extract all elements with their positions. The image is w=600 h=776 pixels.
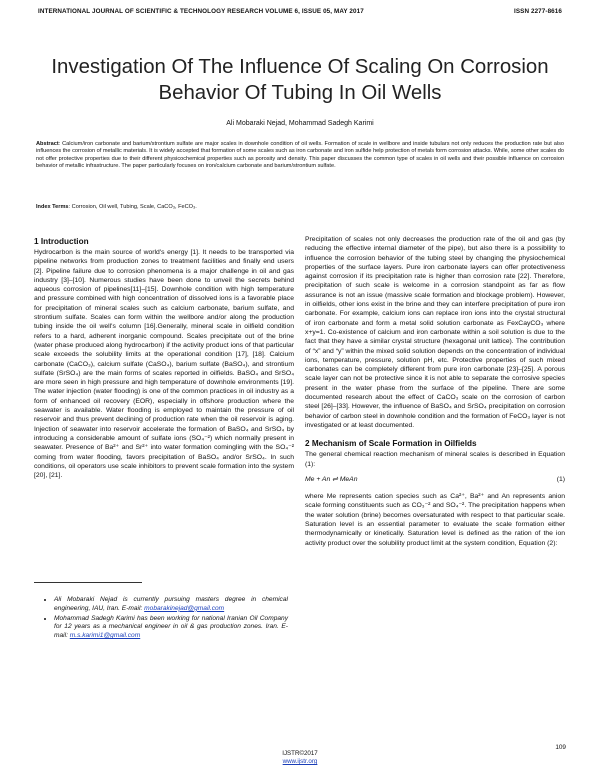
abstract-label: Abstract	[36, 141, 59, 147]
scale-effects-paragraph: Precipitation of scales not only decreases the production rate of the oil and gas (by reducing the effective internal diameter of the pipe), but also there is a possibility to influence the corrosion behavior of the tubing steel by changing the physiochemical properties of the surface layers. Pure iron carbonate layers can offer protectiveness against corrosion if its precipitation rate is higher than corrosion rate [22]. Therefore, precipitation of such scale is welcome in a corrosion standpoint as far as flow assurance is not an issue (massive scale formation and blockage problem). However, in oilfields, other ions exist in the brine and they can interfere precipitation of pure iron carbonate. For example, calcium ions can replace iron ions into the crystal structural of iron carbonate and form a metal solid solution carbonate as FexCayCO₃ where x+y=1. Co-existence of calcium and iron carbonate within a soil solution is due to the fact that they have a similar crystal structure (hexagonal unit lattice). The contribution of “x” and “y” within the mixed solid solution depends on the concentration of individual ions, temperature, pressure, solution pH, etc. Protective properties of such mixed carbonates can be completely different from pure iron carbonate [23]–[25]. A porous scale layer can not be protective since it is not able to separate the corrosive species present in the water phase from the surface of the pipeline. There are some documented research about the effect of CaCO₃ scale on the corrosion of carbon steel [26]–[33]. However, the influence of BaSO₄ and SrSO₄ precipitation on corrosion behavior of carbon steel in downhole condition and the formation of FeCO₃ layer is not investigated or at least documented.	[305, 236, 565, 429]
issn: ISSN 2277-8616	[514, 8, 562, 15]
page-footer	[0, 750, 600, 766]
author-2-email-link[interactable]: m.s.karimi1@gmail.com	[69, 632, 141, 640]
author-1-email-link[interactable]: mobarakinejad@gmail.com	[144, 604, 225, 612]
page-number: 109	[555, 744, 566, 751]
index-terms-label: Index Terms	[36, 204, 69, 210]
intro-paragraph: Hydrocarbon is the main source of world's energy [1]. It needs to be transported via pipeline networks from production zones to treatment facilities and finally end users [2]. Pipeline failure due to corrosion phenomena is a major challenge in oil and gas industry [3]–[10]. Numerous studies have been done to unveil the secrets behind aqueous corrosion of pipelines[11]–[15]. Downhole condition with high temperature and pressure combined with high concentration of dissolved ions is a favorable place for precipitation of mineral scales such as calcium carbonate, barium sulfate, and strontium sulfate. Scales can form within the wellbore and/or along the production tubing inside the oil well's column [16].Generally, mineral scale in oilfield condition refers to a hard, adherent inorganic compound. Scales precipitate out of the brine (water phase produced along hydrocarbon) if the activity product ions of that particular scale exceeds the solubility limits at the operational condition [17], [18]. Calcium carbonate (CaCO₃), calcium sulfate (CaSO₄), barium sulfate (BaSO₄), and strontium sulfate (SrSO₄) are the main forms of scales reported in oilfields. BaSO₄ and SrSO₄ are more seen in high pressure and high temperature of downhole environments [19]. The water injection (water flooding) is one of the common practices in oil industry as a form of enhanced oil recovery (EOR), especially in offshore production where the seawater is available. Water flooding is employed to maintain the pressure of oil reservoir and thus prevent declining of production rate when the oil reservoir is aging. Injection of seawater into reservoir accelerate the formation of BaSO₄ and SrSO₄ by introducing a considerable amount of sulfate ions (SO₄⁻²) which normally present in seawater. Presence of Ba²⁺ and Sr²⁺ into water formation comingling with the SO₄⁻² coming from water flooding, favors precipitation of BaSO₄ and/or SrSO₄. In such conditions, oil operators use scale inhibitors to prevent scale formation into the system [20], [21].	[34, 249, 294, 480]
authors: Ali Mobaraki Nejad, Mohammad Sadegh Karimi	[226, 120, 374, 127]
section-heading-mechanism: 2 Mechanism of Scale Formation in Oilfields	[305, 439, 477, 449]
equation-1	[305, 475, 565, 484]
equation-1-number: (1)	[556, 475, 565, 483]
mechanism-paragraph: where Me represents cation species such as Ca²⁺, Ba²⁺ and An represents anion scale forming constituents such as CO₃⁻² and SO₄⁻². The precipitation happens when the water solution (brine) becomes oversaturated with respect to that particular scale. Saturation level is an essential parameter to evaluate the scale formation either thermodynamically or kinetically. Saturation level is defined as the ration of the ion activity product over the solubility product limit at the system condition, Equation (2):	[305, 493, 565, 547]
footnote-author-2	[54, 615, 288, 641]
index-terms-text: : Corrosion, Oil well, Tubing, Scale, CaCO₃, FeCO₃.	[68, 204, 197, 210]
paper-title: Investigation Of The Influence Of Scaling On Corrosion Behavior Of Tubing In Oil Wells	[51, 56, 549, 104]
footnote-author-1	[54, 596, 288, 614]
abstract-text: : Calcium/iron carbonate and barium/strontium sulfate are major scales in downhole condition of oil wells. Formation of scale in wellbore and inside tubulars not only reduces the production rate but also influences the corrosion of metallic materials. It is widely accepted that formation of some scales such as iron carbonate and iron sulfide help protection of metals form corrosion attacks. While, some other scales do not offer protective properties due to their different physicochemical properties such as porosity and density. This paper discusses the common type of scales in oil wells and their possible influence on corrosion behavior of metallic infrastructure. The paper particularly focuses on iron/calcium carbonate and barium/strontium sulfate.	[36, 141, 564, 170]
index-terms	[36, 204, 564, 210]
footer-journal: IJSTR©2017	[282, 750, 318, 757]
footnote-2-text: Mohammad Sadegh Karimi has been working for national Iranian Oil Company for 12 years as a mechanical engineer in oil & gas production zones. Iran. E-mail:	[54, 614, 288, 640]
equation-1-formula: Me + An ⇌ MeAn	[305, 475, 358, 483]
journal-website-link[interactable]: www.ijstr.org	[282, 758, 318, 765]
footnote-rule	[34, 582, 142, 583]
mechanism-intro: The general chemical reaction mechanism of mineral scales is described in Equation (1):	[305, 451, 565, 468]
footnote-1-text: Ali Mobaraki Nejad is currently pursuing masters degree in chemical engineering, IAU, Iran. E-mail:	[54, 596, 288, 612]
running-header	[38, 8, 562, 15]
left-column	[34, 237, 294, 480]
abstract	[36, 141, 564, 171]
section-heading-introduction: 1 Introduction	[34, 237, 89, 246]
footnotes	[48, 596, 288, 642]
right-column	[305, 235, 565, 548]
journal-header: INTERNATIONAL JOURNAL OF SCIENTIFIC & TECHNOLOGY RESEARCH VOLUME 6, ISSUE 05, MAY 2017	[38, 8, 364, 15]
